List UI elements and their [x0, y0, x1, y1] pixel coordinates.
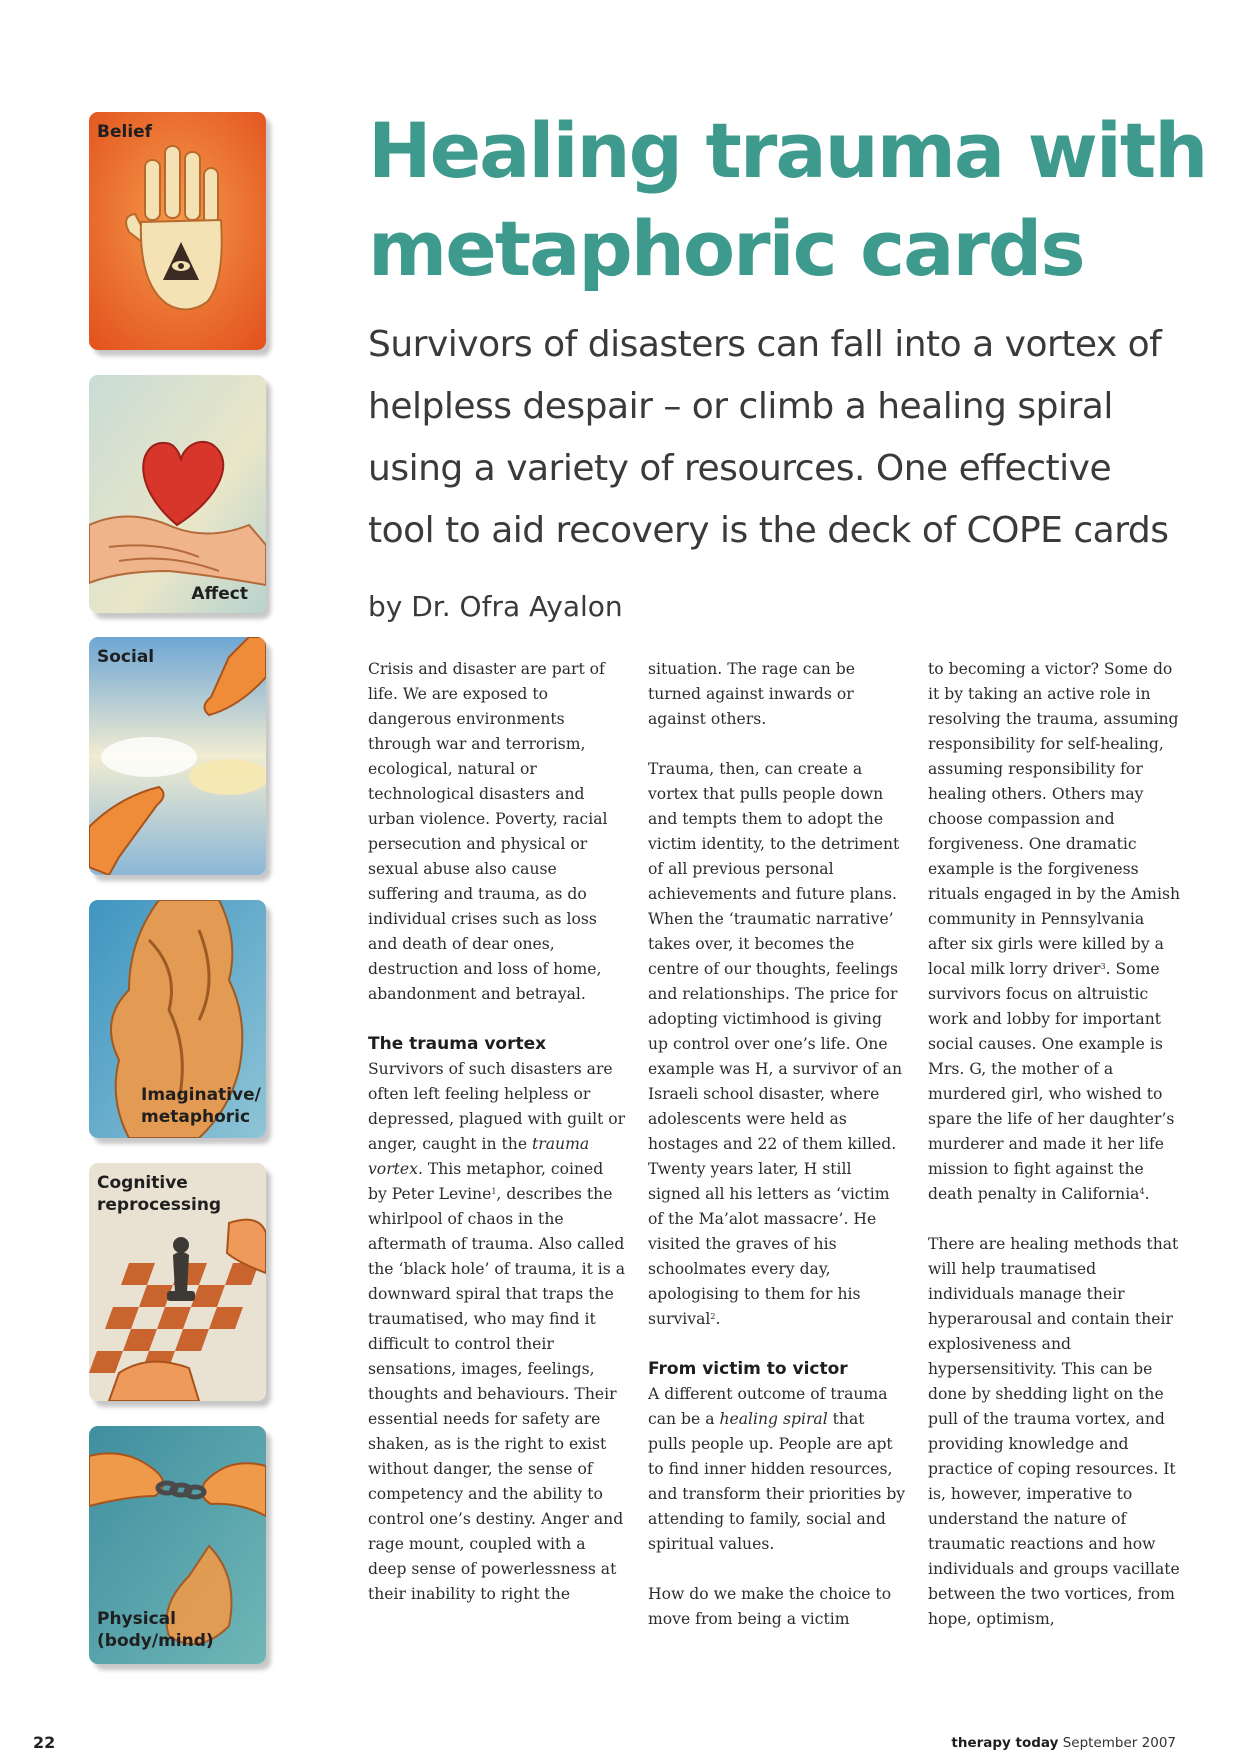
card-label-physical — [97, 1608, 214, 1652]
affect-card — [89, 375, 266, 613]
cognitive-card — [89, 1163, 266, 1401]
text-run: This metaphor, coined by Peter Levine — [368, 1160, 604, 1203]
text-run: that pulls people up. People are apt to find inner hidden resources, and transform their priorities by attending to family, social and spiritual values. — [648, 1410, 906, 1553]
imaginative-card — [89, 900, 266, 1138]
card-label-imaginative-line1: Imaginative/ — [141, 1085, 261, 1105]
footnote-ref: 4 — [1139, 1187, 1145, 1196]
magazine-footer — [951, 1735, 1176, 1751]
issue-date: September 2007 — [1058, 1735, 1176, 1751]
text-run: A different outcome of trauma can be a — [648, 1385, 888, 1428]
page-title: Healing trauma with metaphoric cards — [368, 106, 1207, 293]
text-run: . — [1144, 1185, 1150, 1203]
text-run: to becoming a victor? Some do it by taking an active role in resolving the trauma, assuming responsibility for self-healing, assuming responsibility for healing others. Others may choose compassion and forgiveness. One dramatic example is the forgiveness rituals engaged in by the Amish community in Pennsylvania after six girls were killed by a local milk lorry driver — [928, 660, 1181, 978]
card-label-cognitive-line2: reprocessing — [97, 1195, 222, 1215]
card-label-cognitive — [97, 1172, 221, 1216]
standfirst: Survivors of disasters can fall into a vortex of helpless despair – or climb a healing spiral using a variety of resources. One effective tool to aid recovery is the deck of COPE cards — [368, 324, 1169, 551]
card-label-imaginative-line2: metaphoric — [141, 1107, 251, 1127]
paragraph: How do we make the choice to move from being a victim — [648, 1585, 892, 1628]
article-column-2 — [648, 657, 906, 1632]
footnote-ref: 3 — [1100, 962, 1106, 971]
card-label-physical-line2: (body/mind) — [97, 1631, 214, 1651]
text-run: . — [715, 1310, 721, 1328]
card-label-imaginative — [141, 1084, 261, 1128]
paragraph: There are healing methods that will help traumatised individuals manage their hyperarousal and contain their explosiveness and hypersensitivity. This can be done by shedding light on the pull of the trauma vortex, and providing knowledge and practice of coping resources. It is, however, imperative to understand the nature of traumatic reactions and how individuals and groups vacillate between the two vortices, from hope, optimism, — [928, 1235, 1180, 1628]
card-label-physical-line1: Physical — [97, 1609, 176, 1629]
article-column-1 — [368, 657, 626, 1607]
hand-with-eye-icon — [89, 112, 266, 350]
footnote-ref: 2 — [710, 1312, 716, 1321]
heart-in-hands-icon — [89, 375, 266, 613]
emphasis-text: healing spiral — [719, 1410, 828, 1428]
section-heading-trauma-vortex: The trauma vortex — [368, 1034, 547, 1054]
paragraph: situation. The rage can be turned against inwards or against others. — [648, 660, 855, 728]
reaching-hands-icon — [89, 637, 266, 875]
paragraph — [648, 757, 906, 1332]
byline: by Dr. Ofra Ayalon — [368, 590, 623, 623]
card-label-social: Social — [97, 647, 155, 667]
paragraph: Crisis and disaster are part of life. We are exposed to dangerous environments through war and terrorism, ecological, natural or technological disasters and urban violence. Poverty, racial persecution and physical or sexual abuse also cause suffering and trauma, as do individual crises such as loss and death of dear ones, destruction and loss of home, abandonment and betrayal. — [368, 660, 608, 1003]
physical-card — [89, 1426, 266, 1664]
page-number: 22 — [33, 1733, 56, 1752]
belief-card — [89, 112, 266, 350]
card-label-affect: Affect — [191, 584, 248, 604]
card-label-belief: Belief — [97, 122, 153, 142]
footnote-ref: 1 — [491, 1187, 497, 1196]
social-card — [89, 637, 266, 875]
card-label-cognitive-line1: Cognitive — [97, 1173, 188, 1193]
text-run: Survivors of such disasters are often left feeling helpless or depressed, plagued with guilt or anger, caught in the — [368, 1060, 626, 1153]
emphasis-text: trauma vortex. — [368, 1135, 590, 1178]
paragraph — [928, 657, 1186, 1207]
magazine-name: therapy today — [951, 1735, 1059, 1751]
text-run: Trauma, then, can create a vortex that pulls people down and tempts them to adopt the victim identity, to the detriment of all previous personal achievements and future plans. When the ‘traumatic narrative’ takes over, it becomes the centre of our thoughts, feelings and relationships. The price for adopting victimhood is giving up control over one’s life. One example was H, a survivor of an Israeli school disaster, where adolescents were held as hostages and 22 of them killed. Twenty years later, H still signed all his letters as ‘victim of the Ma’alot massacre’. He visited the graves of his schoolmates every day, apologising to them for his survival — [648, 760, 902, 1328]
paragraph — [368, 1057, 626, 1607]
text-run: , describes the whirlpool of chaos in the aftermath of trauma. Also called the ‘black hole’ of trauma, it is a downward spiral that traps the traumatised, who may find it difficult to control their sensations, images, feelings, thoughts and behaviours. Their essential needs for safety are shaken, as is the right to exist without danger, the sense of competency and the ability to control one’s destiny. Anger and rage mount, coupled with a deep sense of powerlessness at their inability to right the — [368, 1185, 626, 1603]
paragraph — [648, 1382, 906, 1557]
text-run: . Some survivors focus on altruistic work and lobby for important social causes. One example is Mrs. G, the mother of a murdered girl, who wished to spare the life of her daughter’s murderer and made it her life mission to fight against the death penalty in California — [928, 960, 1175, 1203]
section-heading-victim-to-victor: From victim to victor — [648, 1359, 848, 1379]
article-column-3 — [928, 657, 1186, 1632]
